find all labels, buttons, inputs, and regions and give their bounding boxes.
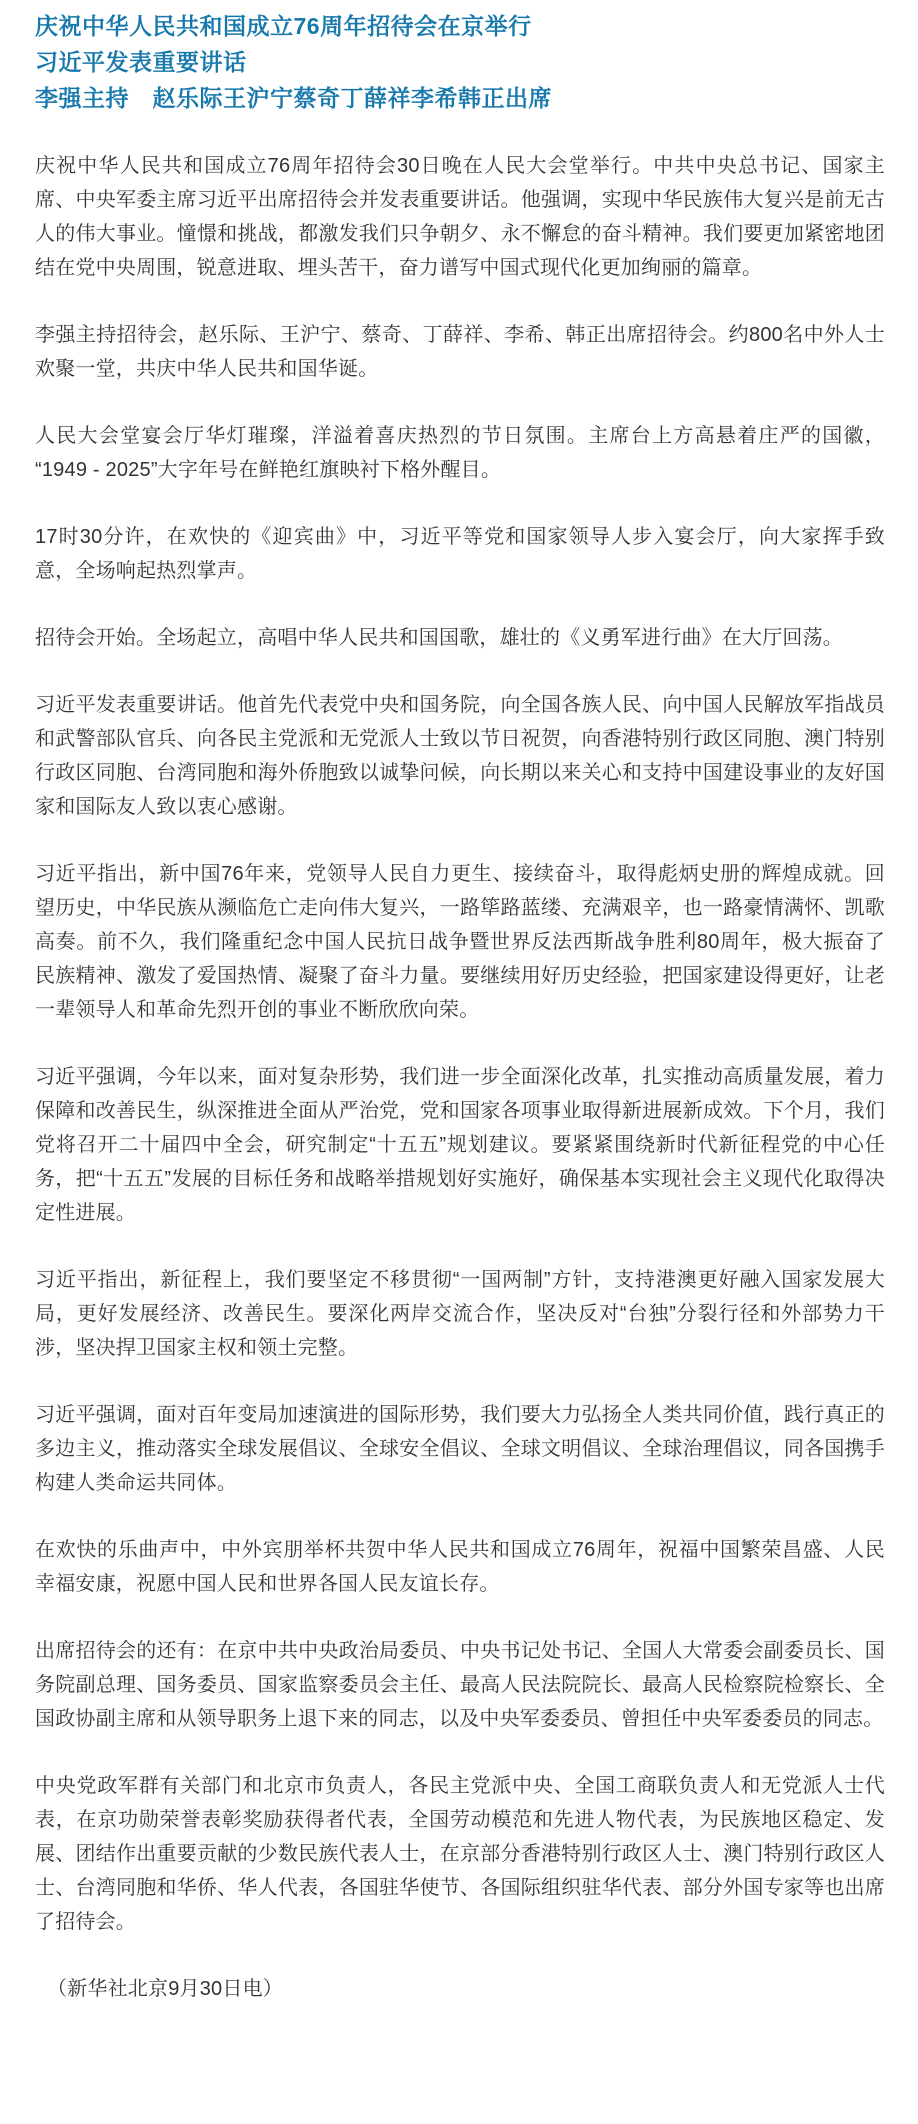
article-paragraph: 庆祝中华人民共和国成立76周年招待会30日晚在人民大会堂举行。中共中央总书记、国家主席、中央军委主席习近平出席招待会并发表重要讲话。他强调，实现中华民族伟大复兴是前无古人的伟大事业。憧憬和挑战，都激发我们只争朝夕、永不懈怠的奋斗精神。我们要更加紧密地团结在党中央周围，锐意进取、埋头苦干，奋力谱写中国式现代化更加绚丽的篇章。	[35, 155, 885, 279]
headline-line-2: 习近平发表重要讲话	[35, 49, 247, 75]
article-paragraph: 习近平指出，新征程上，我们要坚定不移贯彻“一国两制”方针，支持港澳更好融入国家发展大局，更好发展经济、改善民生。要深化两岸交流合作，坚决反对“台独”分裂行径和外部势力干涉，坚决捍卫国家主权和领土完整。	[35, 1269, 885, 1359]
article-paragraph: 习近平指出，新中国76年来，党领导人民自力更生、接续奋斗，取得彪炳史册的辉煌成就。回望历史，中华民族从濒临危亡走向伟大复兴，一路筚路蓝缕、充满艰辛，也一路豪情满怀、凯歌高奏。前不久，我们隆重纪念中国人民抗日战争暨世界反法西斯战争胜利80周年，极大振奋了民族精神、激发了爱国热情、凝聚了奋斗力量。要继续用好历史经验，把国家建设得更好，让老一辈领导人和革命先烈开创的事业不断欣欣向荣。	[35, 863, 885, 1021]
article-paragraph: 17时30分许，在欢快的《迎宾曲》中，习近平等党和国家领导人步入宴会厅，向大家挥手致意，全场响起热烈掌声。	[35, 526, 885, 582]
article-paragraph: 人民大会堂宴会厅华灯璀璨，洋溢着喜庆热烈的节日氛围。主席台上方高悬着庄严的国徽，“1949 - 2025”大字年号在鲜艳红旗映衬下格外醒目。	[35, 425, 885, 481]
article-paragraph: 习近平强调，面对百年变局加速演进的国际形势，我们要大力弘扬全人类共同价值，践行真正的多边主义，推动落实全球发展倡议、全球安全倡议、全球文明倡议、全球治理倡议，同各国携手构建人类命运共同体。	[35, 1404, 885, 1494]
article-paragraph: 在欢快的乐曲声中，中外宾朋举杯共贺中华人民共和国成立76周年，祝福中国繁荣昌盛、人民幸福安康，祝愿中国人民和世界各国人民友谊长存。	[35, 1539, 885, 1595]
article-body	[35, 149, 885, 2006]
article-paragraph: 李强主持招待会，赵乐际、王沪宁、蔡奇、丁薛祥、李希、韩正出席招待会。约800名中外人士欢聚一堂，共庆中华人民共和国华诞。	[35, 324, 885, 380]
dateline: （新华社北京9月30日电）	[47, 1978, 283, 2000]
article-paragraph: 习近平发表重要讲话。他首先代表党中央和国务院，向全国各族人民、向中国人民解放军指战员和武警部队官兵、向各民主党派和无党派人士致以节日祝贺，向香港特别行政区同胞、澳门特别行政区同胞、台湾同胞和海外侨胞致以诚挚问候，向长期以来关心和支持中国建设事业的友好国家和国际友人致以衷心感谢。	[35, 694, 885, 818]
article-paragraph: 中央党政军群有关部门和北京市负责人，各民主党派中央、全国工商联负责人和无党派人士代表，在京功勋荣誉表彰奖励获得者代表，全国劳动模范和先进人物代表，为民族地区稳定、发展、团结作出重要贡献的少数民族代表人士，在京部分香港特别行政区人士、澳门特别行政区人士、台湾同胞和华侨、华人代表，各国驻华使节、各国际组织驻华代表、部分外国专家等也出席了招待会。	[35, 1775, 885, 1933]
headline-line-3: 李强主持 赵乐际王沪宁蔡奇丁薛祥李希韩正出席	[35, 85, 552, 111]
article-paragraph: 习近平强调，今年以来，面对复杂形势，我们进一步全面深化改革，扎实推动高质量发展，着力保障和改善民生，纵深推进全面从严治党，党和国家各项事业取得新进展新成效。下个月，我们党将召开二十届四中全会，研究制定“十五五”规划建议。要紧紧围绕新时代新征程党的中心任务，把“十五五”发展的目标任务和战略举措规划好实施好，确保基本实现社会主义现代化取得决定性进展。	[35, 1066, 885, 1224]
article-paragraph: 出席招待会的还有：在京中共中央政治局委员、中央书记处书记、全国人大常委会副委员长、国务院副总理、国务委员、国家监察委员会主任、最高人民法院院长、最高人民检察院检察长、全国政协副主席和从领导职务上退下来的同志，以及中央军委委员、曾担任中央军委委员的同志。	[35, 1640, 885, 1730]
article-paragraph: 招待会开始。全场起立，高唱中华人民共和国国歌，雄壮的《义勇军进行曲》在大厅回荡。	[35, 627, 843, 649]
headline-line-1: 庆祝中华人民共和国成立76周年招待会在京举行	[35, 13, 532, 39]
article-headline	[35, 8, 885, 116]
